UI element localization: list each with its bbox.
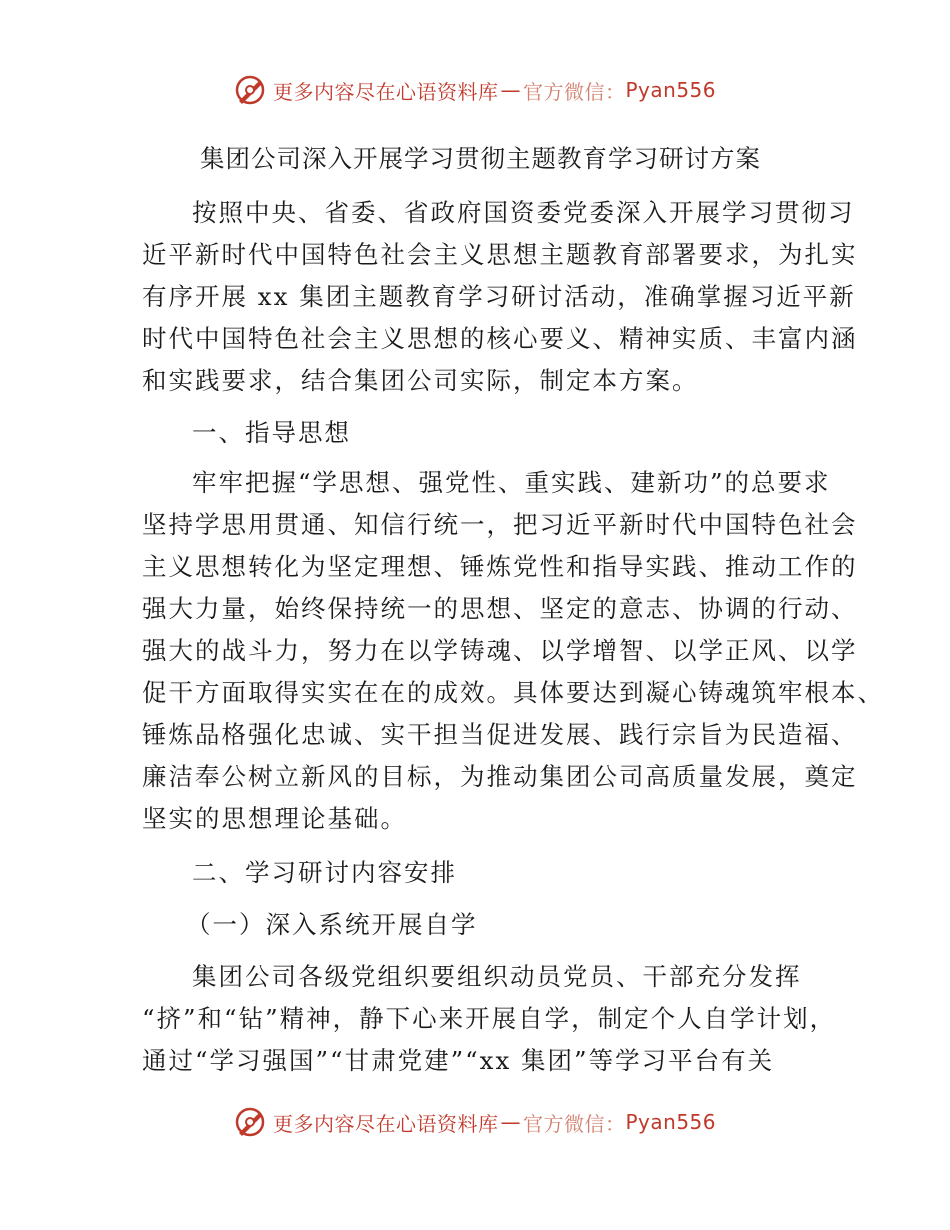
watermark-suffix: 官方微信：	[523, 79, 626, 104]
pen-circle-icon	[233, 1105, 267, 1139]
watermark-footer	[233, 1102, 716, 1142]
body-line: 廉洁奉公树立新风的目标，为推动集团公司高质量发展，奠定	[142, 762, 858, 791]
body-line: 通过“学习强国”“甘肃党建”“xx 集团”等学习平台有关	[142, 1046, 775, 1075]
body-line: 时代中国特色社会主义思想的核心要义、精神实质、丰富内涵	[142, 324, 858, 353]
watermark-wechat: Pyan556	[625, 78, 717, 102]
watermark-text: 更多内容尽在心语资料库	[273, 79, 499, 104]
watermark-wechat: Pyan556	[625, 1110, 717, 1134]
section-heading: 一、指导思想	[192, 418, 351, 447]
body-line: 坚实的思想理论基础。	[142, 804, 407, 833]
body-line: 强大的战斗力，努力在以学铸魂、以学增智、以学正风、以学	[142, 636, 858, 665]
body-line: 集团公司各级党组织要组织动员党员、干部充分发挥	[192, 962, 802, 991]
watermark-dash: —	[500, 1110, 521, 1134]
pen-circle-icon	[233, 73, 267, 107]
body-line: 强大力量，始终保持统一的思想、坚定的意志、协调的行动、	[142, 594, 858, 623]
body-line: 主义思想转化为坚定理想、锤炼党性和指导实践、推动工作的	[142, 552, 858, 581]
body-line: 按照中央、省委、省政府国资委党委深入开展学习贯彻习	[192, 198, 855, 227]
body-line: 锤炼品格强化忠诚、实干担当促进发展、践行宗旨为民造福、	[142, 720, 858, 749]
subsection-heading: （一）深入系统开展自学	[186, 910, 478, 939]
document-title: 集团公司深入开展学习贯彻主题教育学习研讨方案	[200, 144, 761, 173]
body-line: 促干方面取得实实在在的成效。具体要达到凝心铸魂筑牢根本、	[142, 678, 884, 707]
body-line: 坚持学思用贯通、知信行统一，把习近平新时代中国特色社会	[142, 510, 858, 539]
section-heading: 二、学习研讨内容安排	[192, 858, 457, 887]
body-line: 有序开展 xx 集团主题教育学习研讨活动，准确掌握习近平新	[142, 282, 856, 311]
watermark-suffix: 官方微信：	[523, 1111, 626, 1136]
watermark-text: 更多内容尽在心语资料库	[273, 1111, 499, 1136]
watermark-header	[233, 70, 716, 110]
body-line: 近平新时代中国特色社会主义思想主题教育部署要求，为扎实	[142, 240, 858, 269]
body-line: 和实践要求，结合集团公司实际，制定本方案。	[142, 366, 699, 395]
body-line: 牢牢把握“学思想、强党性、重实践、建新功”的总要求	[192, 468, 831, 497]
watermark-dash: —	[500, 78, 521, 102]
body-line: “挤”和“钻”精神，静下心来开展自学，制定个人自学计划，	[142, 1004, 837, 1033]
